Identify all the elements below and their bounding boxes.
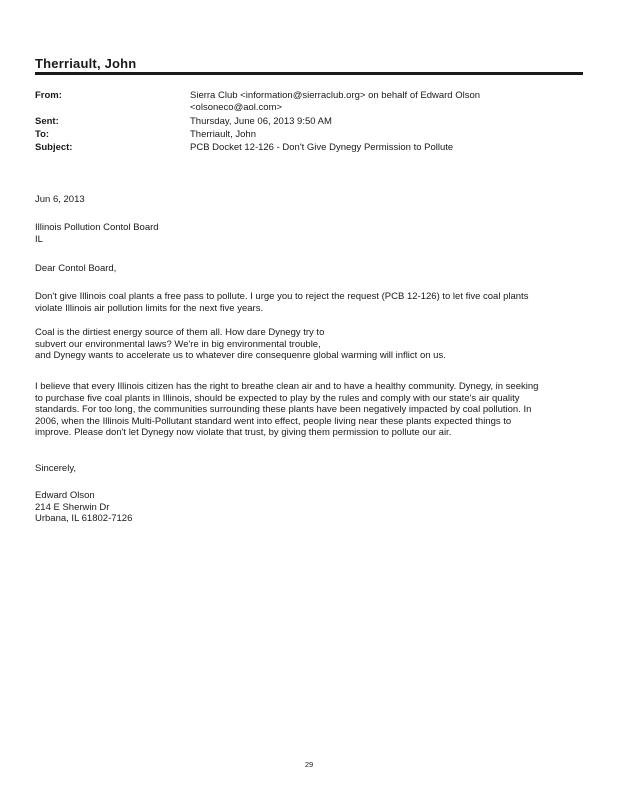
paragraph-line: to purchase five coal plants in Illinois, should be expected to play by the rules and comply with our state's air quality xyxy=(35,392,520,404)
signature-address: 214 E Sherwin Dr xyxy=(35,501,110,513)
salutation: Dear Contol Board, xyxy=(35,263,117,274)
paragraph-line: I believe that every Illinois citizen has the right to breathe clean air and to have a healthy community. Dynegy, in seeking xyxy=(35,381,539,392)
recipient-name-heading: Therriault, John xyxy=(35,56,137,71)
paragraph-line: Don't give Illinois coal plants a free pass to pollute. I urge you to reject the request (PCB 12-126) to let five coal plants xyxy=(35,291,529,302)
recipient-address xyxy=(35,222,575,245)
paragraph-line: violate Illinois air pollution limits for the next five years. xyxy=(35,302,264,314)
recipient-line: IL xyxy=(35,233,43,245)
recipient-line: Illinois Pollution Contol Board xyxy=(35,222,159,233)
paragraph-line: improve. Please don't let Dynegy now violate that trust, by giving them permission to pollute our air. xyxy=(35,427,452,438)
letter-date: Jun 6, 2013 xyxy=(35,194,85,205)
paragraph-line: and Dynegy wants to accelerate us to whatever dire consequenre global warming will inflict on us. xyxy=(35,350,446,361)
paragraph-1 xyxy=(35,291,575,314)
closing: Sincerely, xyxy=(35,463,77,474)
sent-value: Thursday, June 06, 2013 9:50 AM xyxy=(190,116,332,127)
to-value: Therriault, John xyxy=(190,129,257,140)
paragraph-line: Coal is the dirtiest energy source of them all. How dare Dynegy try to xyxy=(35,327,325,338)
from-value-email: <olsoneco@aol.com> xyxy=(190,102,283,113)
paragraph-line: 2006, when the Illinois Multi-Pollutant standard went into effect, people living near these plants expected things to xyxy=(35,415,512,427)
paragraph-3 xyxy=(35,381,575,439)
paragraph-line: standards. For too long, the communities surrounding these plants have been negatively impacted by coal pollution. In xyxy=(35,404,532,415)
signature-block xyxy=(35,490,575,525)
page-number: 29 xyxy=(304,760,314,769)
from-value: Sierra Club <information@sierraclub.org> on behalf of Edward Olson xyxy=(190,90,481,101)
to-label: To: xyxy=(35,129,50,140)
paragraph-line: subvert our environmental laws? We're in big environmental trouble, xyxy=(35,338,321,350)
subject-label: Subject: xyxy=(35,142,73,153)
signature-name: Edward Olson xyxy=(35,490,95,501)
header-divider xyxy=(35,72,583,75)
paragraph-2 xyxy=(35,327,575,362)
subject-value: PCB Docket 12-126 - Don't Give Dynegy Permission to Pollute xyxy=(190,142,454,153)
signature-address: Urbana, IL 61802-7126 xyxy=(35,513,133,524)
from-label: From: xyxy=(35,90,62,101)
sent-label: Sent: xyxy=(35,116,59,127)
